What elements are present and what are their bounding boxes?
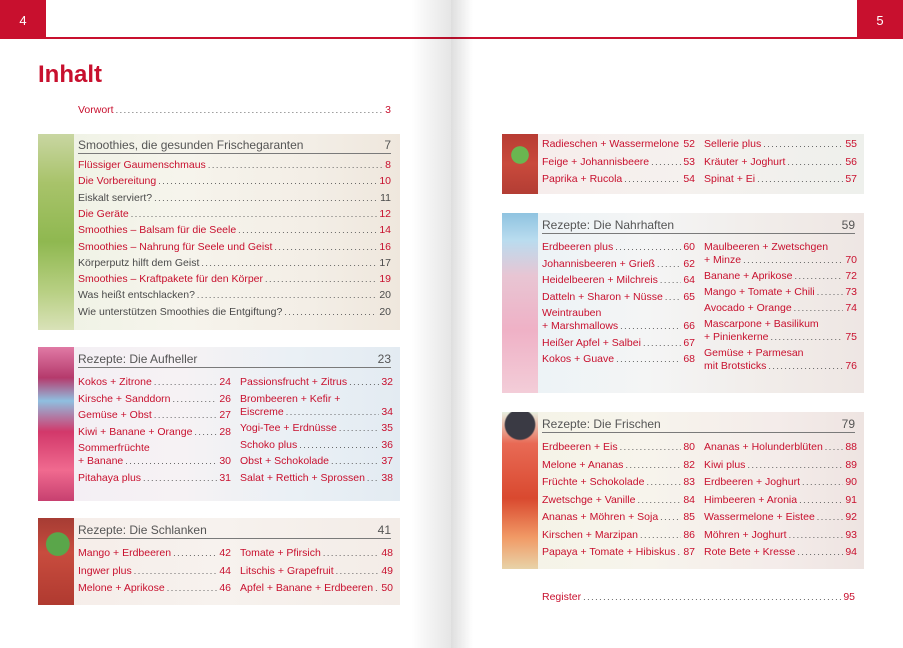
toc-entry[interactable]: Körperputz hilft dem Geist ..... 17 [78, 257, 391, 270]
toc-entry[interactable]: Avocado + Orange ..... 74 [704, 302, 857, 315]
section-frische [38, 134, 400, 330]
toc-entry[interactable]: Kokos + Guave ..... 68 [542, 353, 695, 366]
toc-entry-line1[interactable]: Weintrauben [542, 307, 602, 319]
toc-entry[interactable]: Tomate + Pfirsich ..... 48 [240, 547, 393, 560]
toc-entry[interactable]: Zwetschge + Vanille ..... 84 [542, 494, 695, 507]
toc-entry[interactable]: mit Brotsticks ..... 76 [704, 360, 857, 373]
section-schlanken [38, 518, 400, 605]
toc-entry[interactable]: Datteln + Sharon + Nüsse ..... 65 [542, 291, 695, 304]
toc-entry[interactable]: Möhren + Joghurt ..... 93 [704, 529, 857, 542]
toc-entry-line1[interactable]: Brombeeren + Kefir + [240, 392, 341, 405]
toc-entry[interactable]: Rote Bete + Kresse ..... 94 [704, 546, 857, 559]
section-header-aufheller[interactable]: Rezepte: Die Aufheller 23 [78, 352, 391, 366]
toc-entry[interactable]: Spinat + Ei ..... 57 [704, 173, 857, 186]
toc-entry[interactable]: Melone + Ananas ..... 82 [542, 459, 695, 472]
photo-orange-smoothie [502, 412, 538, 569]
section-header-nahrhaften[interactable]: Rezepte: Die Nahrhaften 59 [542, 218, 855, 232]
toc-entry[interactable]: Smoothies – Nahrung für Seele und Geist ..... 16 [78, 241, 391, 254]
toc-entry-line1[interactable]: Mascarpone + Basilikum [704, 318, 819, 330]
toc-entry[interactable]: Kiwi plus ..... 89 [704, 459, 857, 472]
toc-entry[interactable]: + Minze ..... 70 [704, 254, 857, 267]
toc-entry[interactable]: Erdbeeren + Eis ..... 80 [542, 441, 695, 454]
toc-entry[interactable]: Gemüse + Obst ..... 27 [78, 409, 231, 422]
section-schlanken-cont [502, 134, 864, 194]
photo-green-smoothie [38, 134, 74, 330]
right-page [451, 0, 903, 648]
photo-red-smoothie [38, 518, 74, 605]
toc-entry[interactable]: Himbeeren + Aronia ..... 91 [704, 494, 857, 507]
toc-entry[interactable]: Ananas + Möhren + Soja ..... 85 [542, 511, 695, 524]
section-aufheller [38, 347, 400, 501]
toc-entry[interactable]: Ingwer plus ..... 44 [78, 565, 231, 578]
toc-entry[interactable]: Ananas + Holunderblüten ..... 88 [704, 441, 857, 454]
section-header-frische[interactable]: Smoothies, die gesunden Frischegaranten 7 [78, 138, 391, 152]
toc-entry[interactable]: + Banane ..... 30 [78, 455, 231, 468]
toc-entry[interactable]: Wassermelone + Eistee ..... 92 [704, 511, 857, 524]
toc-entry[interactable]: Flüssiger Gaumenschmaus ..... 8 [78, 159, 391, 172]
photo-pink-smoothie [38, 347, 74, 501]
toc-entry[interactable]: Schoko plus ..... 36 [240, 439, 393, 452]
toc-entry[interactable]: Sellerie plus ..... 55 [704, 138, 857, 151]
toc-entry[interactable]: Papaya + Tomate + Hibiskus ..... 87 [542, 546, 695, 559]
toc-entry[interactable]: Apfel + Banane + Erdbeeren ..... 50 [240, 582, 393, 595]
toc-entry[interactable]: Pitahaya plus ..... 31 [78, 472, 231, 485]
toc-entry[interactable]: Kirsche + Sanddorn ..... 26 [78, 393, 231, 406]
toc-entry[interactable]: Feige + Johannisbeere ..... 53 [542, 156, 695, 169]
toc-entry[interactable]: + Pinienkerne ..... 75 [704, 331, 857, 344]
gutter-shadow [411, 0, 451, 648]
toc-entry-register[interactable]: Register ..... 95 [542, 591, 855, 604]
toc-entry[interactable]: Die Vorbereitung ..... 10 [78, 175, 391, 188]
toc-entry[interactable]: Was heißt entschlacken? ..... 20 [78, 289, 391, 302]
top-rule [0, 37, 451, 39]
toc-entry[interactable]: Smoothies – Balsam für die Seele ..... 14 [78, 224, 391, 237]
toc-entry-vorwort[interactable]: Vorwort ..... 3 [78, 104, 391, 117]
page-number-left: 4 [0, 0, 46, 39]
toc-entry[interactable]: Salat + Rettich + Sprossen ..... 38 [240, 472, 393, 485]
top-rule [451, 37, 903, 39]
toc-entry-line1[interactable]: Maulbeeren + Zwetschgen [704, 241, 829, 253]
toc-entry[interactable]: Erdbeeren plus ..... 60 [542, 241, 695, 254]
toc-entry[interactable]: Kiwi + Banane + Orange ..... 28 [78, 426, 231, 439]
toc-entry[interactable]: + Marshmallows ..... 66 [542, 320, 695, 333]
toc-entry[interactable]: Smoothies – Kraftpakete für den Körper ..... 19 [78, 273, 391, 286]
section-nahrhaften [502, 213, 864, 393]
section-frischen [502, 412, 864, 569]
toc-entry[interactable]: Yogi-Tee + Erdnüsse ..... 35 [240, 422, 393, 435]
toc-entry[interactable]: Paprika + Rucola ..... 54 [542, 173, 695, 186]
page-number-right: 5 [857, 0, 903, 39]
toc-entry-line1[interactable]: Gemüse + Parmesan [704, 347, 804, 359]
toc-entry[interactable]: Litschis + Grapefruit ..... 49 [240, 565, 393, 578]
toc-entry[interactable]: Wie unterstützen Smoothies die Entgiftung? ..... 20 [78, 306, 391, 319]
page-title: Inhalt [38, 61, 102, 88]
toc-entry[interactable]: Obst + Schokolade ..... 37 [240, 455, 393, 468]
left-page [0, 0, 451, 648]
toc-entry[interactable]: Eiskalt serviert? ..... 11 [78, 192, 391, 205]
gutter-shadow [451, 0, 473, 648]
toc-entry[interactable]: Früchte + Schokolade ..... 83 [542, 476, 695, 489]
toc-entry[interactable]: Mango + Tomate + Chili ..... 73 [704, 286, 857, 299]
toc-entry[interactable]: Banane + Aprikose ..... 72 [704, 270, 857, 283]
section-header-frischen[interactable]: Rezepte: Die Frischen 79 [542, 417, 855, 431]
toc-entry[interactable]: Kokos + Zitrone ..... 24 [78, 376, 231, 389]
toc-entry[interactable]: Erdbeeren + Joghurt ..... 90 [704, 476, 857, 489]
toc-entry-line1[interactable]: Sommerfrüchte [78, 442, 150, 454]
toc-entry[interactable]: Die Geräte ..... 12 [78, 208, 391, 221]
toc-entry[interactable]: Heißer Apfel + Salbei ..... 67 [542, 337, 695, 350]
toc-entry[interactable]: Kirschen + Marzipan ..... 86 [542, 529, 695, 542]
toc-entry[interactable]: Mango + Erdbeeren ..... 42 [78, 547, 231, 560]
photo-pink-milk-smoothie [502, 213, 538, 393]
section-header-schlanken[interactable]: Rezepte: Die Schlanken 41 [78, 523, 391, 537]
photo-red-smoothie-2 [502, 134, 538, 194]
toc-entry[interactable]: Heidelbeeren + Milchreis ..... 64 [542, 274, 695, 287]
toc-entry[interactable]: Johannisbeeren + Grieß ..... 62 [542, 258, 695, 271]
toc-entry[interactable]: Passionsfrucht + Zitrus ..... 32 [240, 376, 393, 389]
toc-entry[interactable]: Kräuter + Joghurt ..... 56 [704, 156, 857, 169]
toc-entry[interactable]: Eiscreme ..... 34 [240, 406, 393, 419]
toc-entry[interactable]: Melone + Aprikose ..... 46 [78, 582, 231, 595]
toc-entry[interactable]: Radieschen + Wassermelone ..... 52 [542, 138, 695, 151]
